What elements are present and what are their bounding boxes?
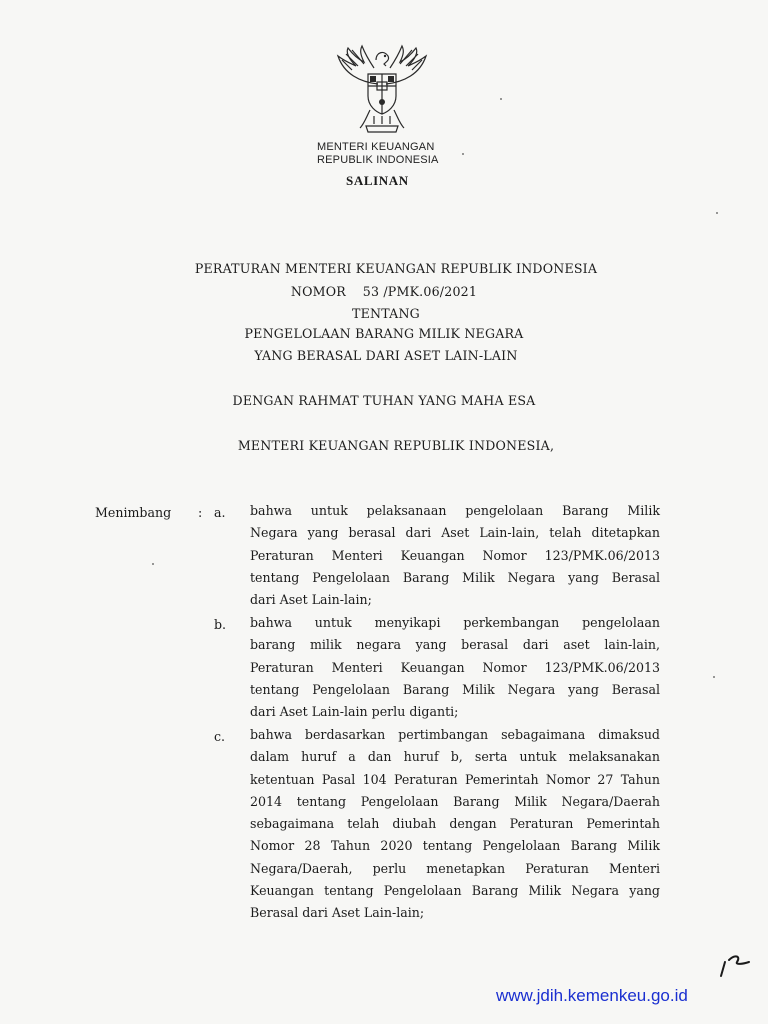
scan-speck	[462, 153, 464, 155]
authority-line: MENTERI KEUANGAN REPUBLIK INDONESIA,	[237, 438, 555, 453]
item-line: Keuangan tentang Pengelolaan Barang Milik Negara yang	[250, 883, 660, 899]
ministry-line-2: REPUBLIK INDONESIA	[317, 154, 439, 166]
regulation-number: NOMOR 53 /PMK.06/2021	[290, 284, 478, 299]
item-line: tentang Pengelolaan Barang Milik Negara yang Berasal	[250, 681, 660, 697]
considering-colon: :	[198, 505, 203, 520]
item-letter-a: a.	[214, 505, 226, 520]
scan-speck	[500, 98, 502, 100]
scan-speck	[716, 212, 718, 214]
garuda-emblem-icon	[330, 44, 434, 136]
item-line: bahwa untuk pelaksanaan pengelolaan Barang Milik	[250, 503, 660, 518]
item-line: Negara/Daerah, perlu menetapkan Peraturan Menteri	[250, 860, 660, 876]
item-line: dari Aset Lain-lain;	[250, 592, 372, 608]
considering-item-b	[250, 612, 660, 723]
item-line: Nomor 28 Tahun 2020 tentang Pengelolaan Barang Milik	[250, 838, 660, 854]
ministry-line-1: MENTERI KEUANGAN	[317, 141, 435, 153]
item-line: ketentuan Pasal 104 Peraturan Pemerintah Nomor 27 Tahun	[250, 771, 660, 787]
regarding-label: TENTANG	[352, 306, 420, 321]
regulation-title: PERATURAN MENTERI KEUANGAN REPUBLIK INDONESIA	[194, 261, 598, 276]
item-line: Peraturan Menteri Keuangan Nomor 123/PMK.06/2013	[250, 659, 660, 675]
item-line: barang milik negara yang berasal dari aset lain-lain,	[250, 637, 660, 653]
item-line: dari Aset Lain-lain perlu diganti;	[250, 704, 459, 720]
item-line: sebagaimana telah diubah dengan Peraturan Pemerintah	[250, 816, 660, 832]
preamble: DENGAN RAHMAT TUHAN YANG MAHA ESA	[232, 393, 536, 408]
item-line: bahwa untuk menyikapi perkembangan pengelolaan	[250, 615, 660, 630]
scan-speck	[152, 563, 154, 565]
item-letter-c: c.	[214, 729, 226, 744]
copy-label: SALINAN	[346, 173, 409, 188]
item-line: dalam huruf a dan huruf b, serta untuk melaksanakan	[250, 749, 660, 765]
subject-line-2: YANG BERASAL DARI ASET LAIN-LAIN	[254, 348, 518, 363]
item-line: 2014 tentang Pengelolaan Barang Milik Negara/Daerah	[250, 793, 660, 809]
subject-line-1: PENGELOLAAN BARANG MILIK NEGARA	[244, 326, 524, 341]
ministry-header	[317, 141, 439, 167]
jdih-website-link[interactable]: www.jdih.kemenkeu.go.id	[496, 986, 688, 1005]
item-line: Negara yang berasal dari Aset Lain-lain, telah ditetapkan	[250, 525, 660, 541]
item-line: bahwa berdasarkan pertimbangan sebagaimana dimaksud	[250, 727, 660, 742]
item-line: Berasal dari Aset Lain-lain;	[250, 905, 425, 921]
considering-label: Menimbang	[95, 505, 172, 520]
scan-speck	[713, 676, 715, 678]
item-line: Peraturan Menteri Keuangan Nomor 123/PMK.06/2013	[250, 547, 660, 563]
considering-item-a	[250, 500, 660, 611]
item-line: tentang Pengelolaan Barang Milik Negara yang Berasal	[250, 569, 660, 585]
page-number-scribble-icon	[715, 950, 755, 980]
item-letter-b: b.	[214, 617, 227, 632]
considering-item-c	[250, 724, 660, 925]
